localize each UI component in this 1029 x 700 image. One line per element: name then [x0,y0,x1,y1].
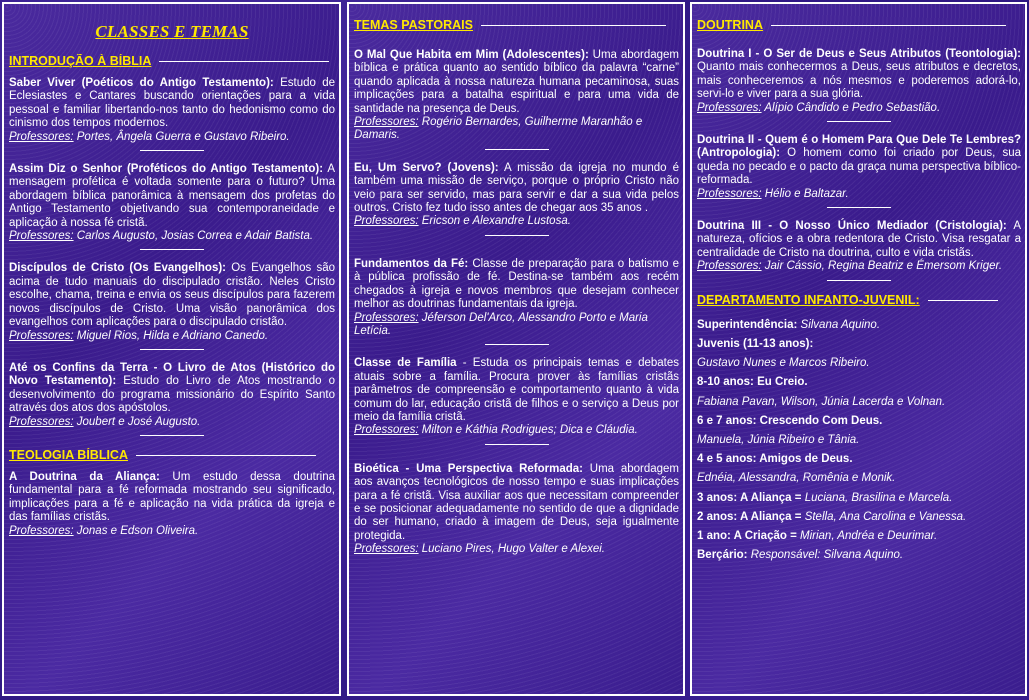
dept-line-value: Manuela, Júnia Ribeiro e Tânia. [697,433,860,446]
separator [140,349,204,350]
professors-label: Professores: [9,230,74,243]
class-item [9,471,335,525]
dept-line-value: Ednéia, Alessandra, Romênia e Monik. [697,472,896,485]
section-title-text: INTRODUÇÃO À BÍBLIA [9,54,152,68]
dept-line-value: Mirian, Andréa e Deurimar. [796,529,938,542]
dept-line-label: 4 e 5 anos: Amigos de Deus. [697,453,853,466]
professors-names: Milton e Káthia Rodrigues; Dica e Cláudia. [418,424,638,437]
class-title: A Doutrina da Aliança: [9,470,160,483]
class-title: Discípulos de Cristo (Os Evangelhos): [9,262,227,275]
dept-line-label: Juvenis (11-13 anos): [697,337,814,350]
class-item [354,463,679,543]
professors-names: Portes, Ângela Guerra e Gustavo Ribeiro. [73,130,290,143]
class-title: Bioética - Uma Perspectiva Reformada: [354,462,584,475]
class-item [9,262,335,329]
class-item [9,163,335,230]
dept-line-label: 8-10 anos: Eu Creio. [697,376,808,389]
section-title-temas-pastorais [354,18,679,32]
dept-line-value: Stella, Ana Carolina e Vanessa. [801,510,967,523]
dept-line [697,549,1021,562]
dept-line [697,396,1021,409]
professors-line [354,312,679,339]
class-description: O homem como foi criado por Deus, sua queda no pecado e o pacto da graça numa perspectiva bíblico-reformada. [697,147,1021,187]
professors-label: Professores: [354,543,419,556]
professors-label: Professores: [9,524,74,537]
class-description: A mensagem profética é voltada somente para o futuro? Uma abordagem bíblica panorâmica à mensagem dos profetas do Antigo Testamento objetivando sua contemporaneidade e aplicação à nossa fé cristã. [9,163,336,229]
dept-line [697,376,1021,389]
dept-line [697,415,1021,428]
dept-line-value: Gustavo Nunes e Marcos Ribeiro. [697,357,870,370]
professors-names: Hélio e Baltazar. [761,187,849,200]
class-item [9,77,335,131]
class-description: Uma abordagem bíblica e prática quanto ao sentido bíblico da palavra “carne” quando aplicada à nossa natureza humana pecaminosa, suas implicações para a batalha espiritual e para uma vida de santidade na presença de Deus. [354,49,679,115]
class-item [354,162,679,216]
dept-line-label: 2 anos: A Aliança = [697,510,802,523]
dept-line [697,319,1021,332]
separator [140,150,204,151]
dept-line-value: Luciana, Brasilina e Marcela. [801,491,953,504]
professors-label: Professores: [354,311,419,324]
dept-line [697,453,1021,466]
dept-line-label: 1 ano: A Criação = [697,529,797,542]
professors-line [9,330,335,343]
separator [140,435,204,436]
class-description: A natureza, ofícios e a obra redentora de Cristo. Visa resgatar a centralidade de Cristo na doutrina, culto e vida cristãs. [697,220,1021,259]
dept-line-label: 6 e 7 anos: Crescendo Com Deus. [697,414,883,427]
class-description: Uma abordagem aos avanços tecnológicos de nosso tempo e suas implicações para a fé cristã. Visa auxiliar aos que necessitam compreender e se posicionar adequadamente no sentido de que a dignidade do ser humano, criado à imagem de Deus, seja igualmente protegida. [354,462,679,542]
separator [140,249,204,250]
separator [827,280,891,281]
professors-line [697,260,1021,273]
section-title-teologia [9,448,335,462]
professors-label: Professores: [697,260,762,273]
professors-label: Professores: [354,424,419,437]
professors-label: Professores: [9,329,74,342]
dept-line [697,511,1021,524]
professors-names: Rogério Bernardes, Guilherme Maranhão e Damaris. [354,116,643,142]
class-title: Saber Viver (Poéticos do Antigo Testamento): [9,77,274,89]
dept-line-value: Responsável: Silvana Aquino. [747,549,904,562]
class-item [354,357,679,424]
class-title: Doutrina I - O Ser de Deus e Seus Atributos (Teontologia): [697,48,1021,60]
section-title-text: TEMAS PASTORAIS [354,18,473,32]
dept-line [697,434,1021,447]
professors-line [9,230,335,243]
professors-label: Professores: [697,101,762,114]
class-title: Até os Confins da Terra - O Livro de Atos (Histórico do Novo Testamento): [9,361,335,388]
separator [485,149,549,150]
section-title-infanto-juvenil [697,293,1021,307]
dept-line-value: Fabiana Pavan, Wilson, Júnia Lacerda e Volnan. [697,395,946,408]
section-title-introducao [9,54,335,68]
professors-line [9,131,335,144]
professors-label: Professores: [354,215,419,228]
section-rule [481,25,666,26]
dept-line [697,357,1021,370]
professors-names: Luciano Pires, Hugo Valter e Alexei. [418,543,606,556]
separator [827,207,891,208]
professors-names: Ericson e Alexandre Lustosa. [418,215,571,228]
class-title: Assim Diz o Senhor (Proféticos do Antigo Testamento): [9,163,324,176]
professors-line [354,215,679,228]
professors-line [9,525,335,538]
professors-names: Jonas e Edson Oliveira. [73,524,199,537]
class-description: Um estudo dessa doutrina fundamental para a fé reformada mostrando seu significado, implicações para a fé e aplicação na vida prática da igreja e das famílias cristãs. [9,470,335,524]
professors-label: Professores: [9,130,74,143]
class-item [9,362,335,416]
class-description: Os Evangelhos são acima de tudo manuais do discipulado cristão. Neles Cristo escolhe, chama, treina e envia os seus discípulos para fazerem novos discípulos de Cristo. Uma visão panorâmica dos evangelhos com aplicações para o discipulado cristão. [9,262,335,329]
class-description: A missão da igreja no mundo é também uma missão de serviço, porque o próprio Cristo não veio para ser servido, mas para servir e dar a sua vida pelos outros. Cristo fez tudo isso antes de chegar aos 35 anos . [354,161,679,215]
professors-label: Professores: [9,415,74,428]
class-description: Quanto mais conhecermos a Deus, seus atributos e decretos, mais conheceremos a nós mesmos e poderemos adorá-lo, servi-lo e viver para a sua glória. [697,61,1021,101]
dept-line-label: Superintendência: [697,318,798,331]
class-title: O Mal Que Habita em Mim (Adolescentes): [354,49,589,61]
section-title-doutrina [697,18,1021,32]
class-item [697,220,1021,260]
separator [827,121,891,122]
professors-line [9,416,335,429]
class-item [354,49,679,116]
separator [485,444,549,445]
professors-line [697,188,1021,201]
section-rule [771,25,1006,26]
class-description: Classe de preparação para o batismo e à pública profissão de fé. Destina-se também aos recém chegados à igreja e novos membros que desejam conhecer melhor as doutrinas fundamentais da igreja. [354,257,679,311]
class-title: Doutrina II - Quem é o Homem Para Que Dele Te Lembres? (Antropologia): [697,134,1021,160]
dept-line-label: 3 anos: A Aliança = [697,491,802,504]
main-title: CLASSES E TEMAS [95,22,249,41]
class-item [697,48,1021,102]
dept-line-value: Silvana Aquino. [797,318,881,331]
professors-label: Professores: [354,116,419,129]
dept-line-label: Berçário: [697,549,748,562]
dept-line [697,472,1021,485]
professors-line [697,102,1021,115]
professors-names: Carlos Augusto, Josias Correa e Adair Batista. [73,230,314,243]
section-rule [928,300,998,301]
section-title-text: DEPARTAMENTO INFANTO-JUVENIL: [697,292,920,307]
dept-line [697,338,1021,351]
class-title: Eu, Um Servo? (Jovens): [354,161,499,174]
class-description: - Estuda os principais temas e debates atuais sobre a família. Procura prover às famílias cristãs parâmetros de compreensão e comportamento quanto à vida comum do lar, educação cristã de filhos e o serviço a Deus por meio da família cristã. [354,357,679,423]
section-rule [136,455,316,456]
class-description: Estudo do Livro de Atos mostrando o desenvolvimento do programa missionário do Espírito Santo através dos atos dos apóstolos. [9,375,335,415]
class-description: Estudo de Eclesiastes e Cantares buscando orientações para a vida pessoal e familiar libertando-nos tanto do hedonismo como do cinismo dos tempos modernos. [9,77,336,130]
professors-names: Joubert e José Augusto. [73,415,201,428]
professors-names: Jair Cássio, Regina Beatriz e Émersom Kriger. [761,260,1003,273]
professors-line [354,543,679,556]
separator [485,235,549,236]
column-doutrina [690,2,1027,696]
separator [485,344,549,345]
professors-names: Miguel Rios, Hilda e Adriano Canedo. [73,329,269,342]
column-temas-pastorais [347,2,685,696]
professors-line [354,424,679,437]
section-title-text: DOUTRINA [697,18,763,32]
section-title-text: TEOLOGIA BÍBLICA [9,447,128,462]
professors-label: Professores: [697,187,762,200]
column-classes-temas [2,2,341,696]
professors-line [354,116,679,143]
class-title: Doutrina III - O Nosso Único Mediador (Cristologia): [697,220,1007,233]
professors-names: Jéferson Del'Arco, Alessandro Porto e Maria Letícia. [354,311,648,337]
professors-names: Alípio Cândido e Pedro Sebastião. [761,101,941,114]
dept-line [697,530,1021,543]
class-item [697,134,1021,188]
class-item [354,258,679,312]
section-rule [159,61,329,62]
dept-line [697,492,1021,505]
class-title: Classe de Família [354,357,457,370]
class-title: Fundamentos da Fé: [354,257,469,270]
